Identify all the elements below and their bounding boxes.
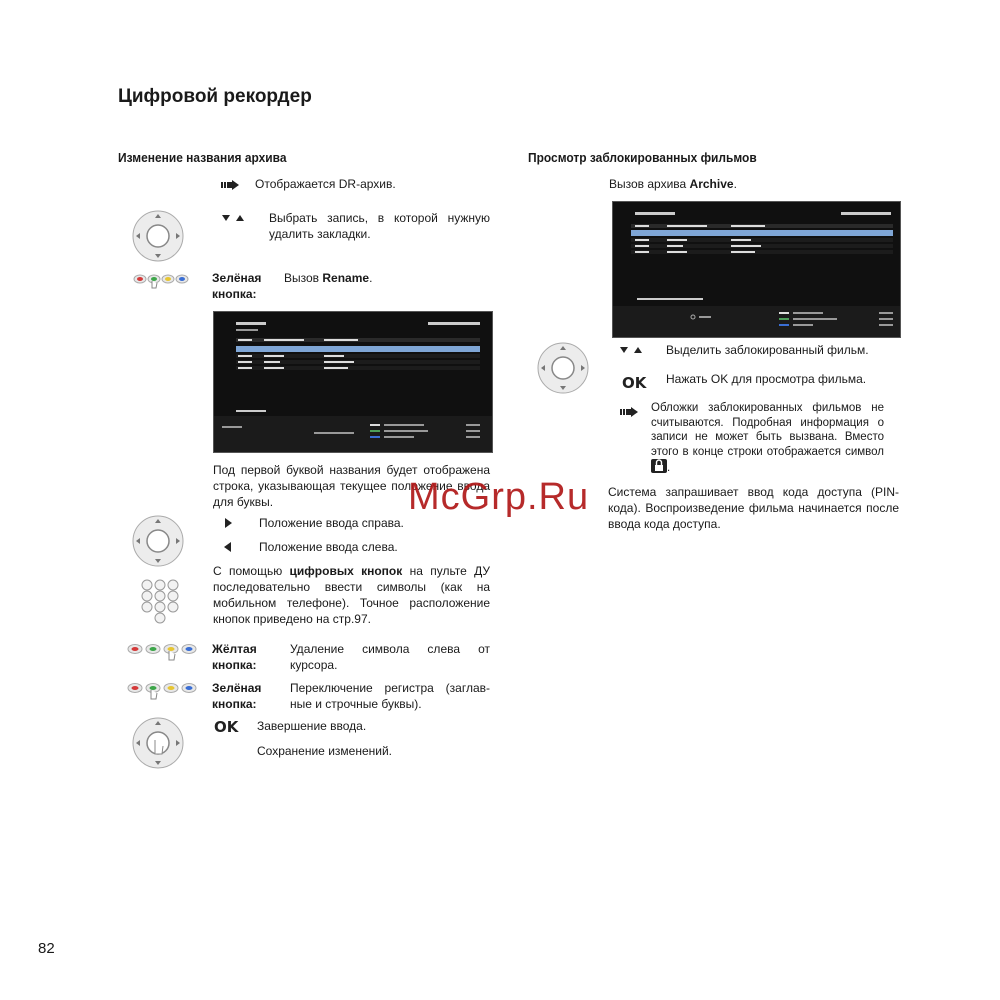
left-section-heading: Изменение названия архива — [118, 150, 287, 165]
step-show-archive: Отображается DR-архив. — [255, 177, 396, 191]
digits-paragraph: С помощью цифровых кнопок на пульте ДУ последовательно ввести символы (как на мобильном телефоне). Точное расположение кнопок приведено на стр.97. — [213, 564, 491, 626]
right-arrow-icon — [225, 518, 233, 528]
page-title: Цифровой рекордер — [118, 86, 312, 107]
arrow-right-icon-right — [620, 407, 640, 417]
navigator-ring-icon — [131, 209, 185, 263]
watermark: McGrp.Ru — [408, 476, 590, 518]
call-archive-text: Вызов архива Archive. — [609, 177, 737, 191]
navigator-ring-icon-right — [536, 341, 590, 395]
green-button-label-2: Зелёная кнопка: — [212, 681, 262, 711]
page-number: 82 — [38, 940, 55, 957]
right-section-heading: Просмотр заблокированных фильмов — [528, 150, 757, 165]
position-right-text: Положение ввода справа. — [259, 516, 404, 530]
pin-paragraph: Система запрашивает ввод кода доступа (PIN-кода). Воспроизведение фильма начинается после ввода кода доступа. — [608, 485, 899, 531]
up-down-arrows-icon-right — [620, 346, 648, 354]
navigator-ring-icon-2 — [131, 514, 185, 568]
locked-note: Обложки заблокированных фильмов не считываются. Подробная информация о записи не может быть вызвана. Вместо этого в конце строки отображается символ . — [651, 402, 884, 474]
step-select-record: Выбрать запись, в которой нужную удалить закладки. — [269, 211, 490, 241]
navigator-ok-icon — [131, 716, 185, 770]
green-button-label: Зелёная кнопка: — [212, 271, 262, 301]
ok-key-label: OK — [214, 718, 239, 736]
select-locked-text: Выделить заблокированный фильм. — [666, 343, 869, 357]
position-left-text: Положение ввода слева. — [259, 540, 398, 554]
left-arrow-icon — [224, 542, 232, 552]
color-buttons-green-icon-2 — [127, 681, 199, 701]
green-button-action: Вызов Rename. — [284, 271, 373, 285]
green-button-action-2: Переключение регистра (заглав-ные и строчные буквы). — [290, 681, 490, 711]
ok-key-label-right: OK — [622, 374, 647, 392]
finish-input-text: Завершение ввода. — [257, 719, 367, 733]
archive-rename-screenshot — [213, 311, 493, 453]
color-buttons-green-icon — [133, 272, 191, 290]
locked-archive-screenshot — [612, 201, 901, 338]
yellow-button-action: Удаление символа слева от курсора. — [290, 642, 490, 672]
arrow-right-icon — [221, 180, 241, 190]
up-down-arrows-icon — [222, 214, 250, 222]
yellow-button-label: Жёлтая кнопка: — [212, 642, 257, 672]
press-ok-text: Нажать OK для просмотра фильма. — [666, 372, 867, 386]
save-changes-text: Сохранение изменений. — [257, 744, 392, 758]
cursor-line-paragraph: Под первой буквой названия будет отображена строка, указывающая текущее положение ввода для буквы. — [213, 463, 490, 509]
numeric-keypad-icon — [140, 578, 180, 626]
color-buttons-yellow-icon — [127, 642, 199, 662]
lock-symbol-icon — [651, 459, 667, 473]
